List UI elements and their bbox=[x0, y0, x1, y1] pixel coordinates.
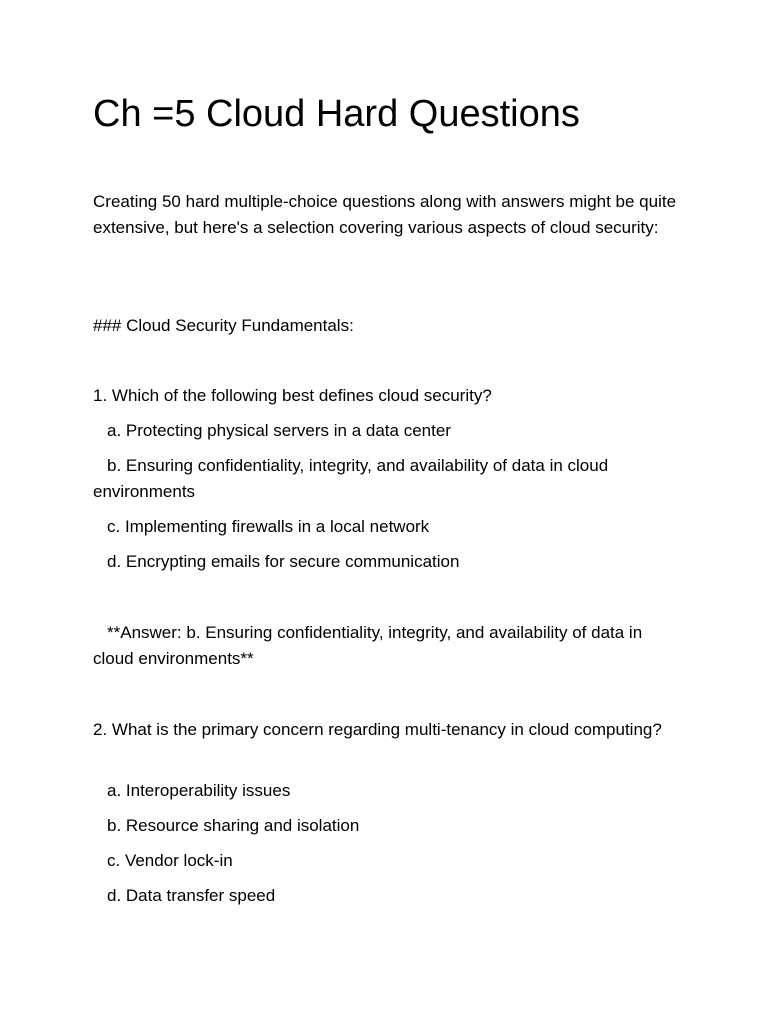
section-heading: ### Cloud Security Fundamentals: bbox=[93, 316, 354, 335]
question-1-text: 1. Which of the following best defines cloud security? bbox=[93, 386, 492, 405]
question-2-option-c: c. Vendor lock-in bbox=[107, 851, 233, 870]
page-title: Ch =5 Cloud Hard Questions bbox=[93, 93, 580, 135]
question-1-answer: **Answer: b. Ensuring confidentiality, integrity, and availability of data in cloud environments** bbox=[93, 623, 647, 668]
question-2-option-d: d. Data transfer speed bbox=[107, 886, 276, 905]
question-1-option-d: d. Encrypting emails for secure communication bbox=[107, 552, 460, 571]
question-1-option-b: b. Ensuring confidentiality, integrity, and availability of data in cloud environments bbox=[93, 456, 613, 501]
question-1-option-a: a. Protecting physical servers in a data center bbox=[107, 421, 451, 440]
question-2-option-b: b. Resource sharing and isolation bbox=[107, 816, 360, 835]
question-2-text: 2. What is the primary concern regarding multi-tenancy in cloud computing? bbox=[93, 720, 662, 739]
question-1-option-c: c. Implementing firewalls in a local network bbox=[107, 517, 430, 536]
question-2-option-a: a. Interoperability issues bbox=[107, 781, 291, 800]
intro-paragraph: Creating 50 hard multiple-choice questions along with answers might be quite extensive, but here's a selection covering various aspects of cloud security: bbox=[93, 192, 677, 237]
